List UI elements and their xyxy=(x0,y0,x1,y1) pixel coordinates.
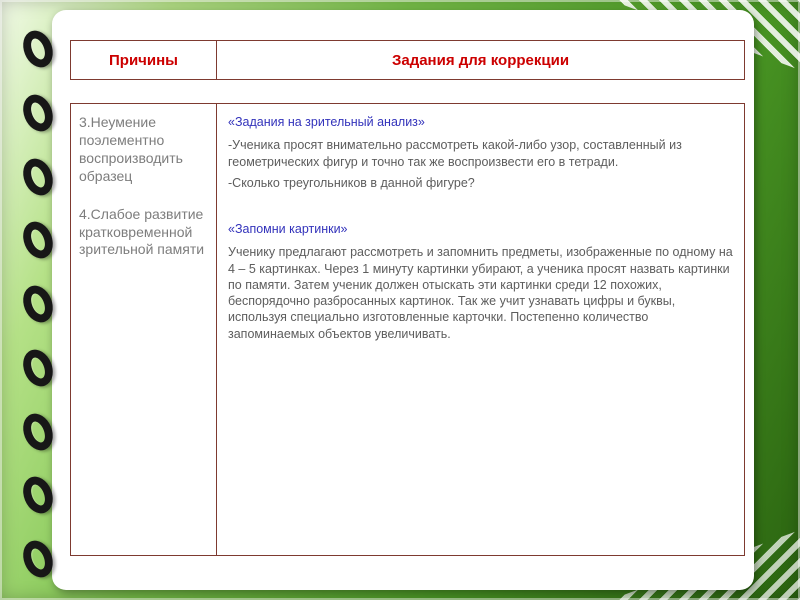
table-body-row xyxy=(70,103,745,556)
task-text: -Ученика просят внимательно рассмотреть какой-либо узор, составленный из геометрических фигур и точно так же воспроизвести его в тетради. xyxy=(228,138,682,169)
causes-cell xyxy=(71,104,217,555)
correction-tasks-cell xyxy=(217,104,744,555)
task-text: -Сколько треугольников в данной фигуре? xyxy=(228,175,475,190)
header-cell-causes: Причины xyxy=(71,41,217,79)
cause-item: 3.Неумение поэлементно воспроизводить образец xyxy=(79,114,183,184)
header-cell-correction: Задания для коррекции xyxy=(391,51,570,69)
task-text: Ученику предлагают рассмотреть и запомнить предметы, изображенные по одному на 4 – 5 картинках. Через 1 минуту картинки убирают, а ученика просят назвать картинки по памяти. Затем ученик должен отыскать эти картинки среди 12 похожих, беспорядочно разбросанных картинок. Так же учит узнавать цифры и буквы, используя специально изготовленные карточки. Постепенно количество запоминаемых объектов увеличивать. xyxy=(228,245,733,341)
notebook-page xyxy=(52,10,754,590)
task-title: «Запомни картинки» xyxy=(228,222,348,236)
table-header-row xyxy=(70,40,745,80)
task-title: «Задания на зрительный анализ» xyxy=(228,115,425,129)
cause-item: 4.Слабое развитие кратковременной зрительной памяти xyxy=(79,205,205,258)
